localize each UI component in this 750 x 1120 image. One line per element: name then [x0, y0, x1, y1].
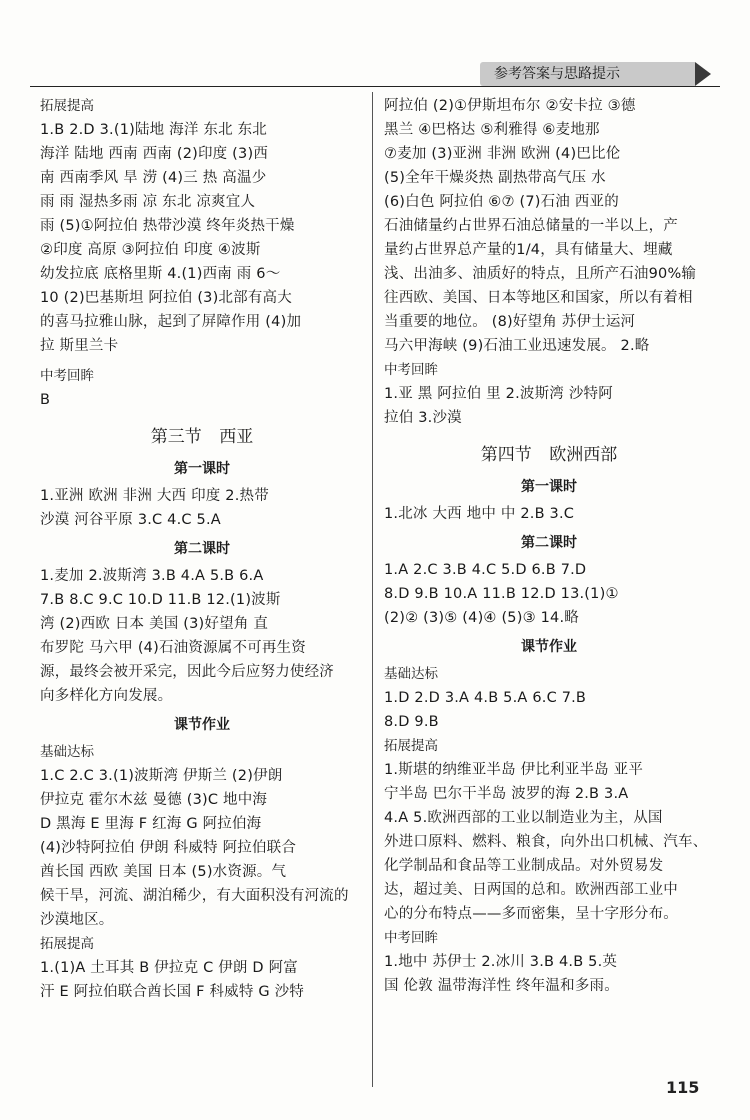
section-title: 第三节 西亚: [150, 427, 254, 447]
answer-line: 向多样化方向发展。: [40, 688, 173, 704]
subheading: 基础达标: [40, 744, 94, 760]
answer-line: 候干旱，河流、湖泊稀少，有大面积没有河流的: [40, 888, 349, 904]
header-banner: [480, 62, 695, 86]
answer-line: (2)② (3)⑤ (4)④ (5)③ 14.略: [384, 610, 579, 626]
answer-line: (4)沙特阿拉伯 伊朗 科威特 阿拉伯联合: [40, 840, 297, 856]
subheading: 拓展提高: [384, 738, 438, 754]
right-column: [384, 94, 714, 998]
answer-line: 1.麦加 2.波斯湾 3.B 4.A 5.B 6.A: [40, 568, 264, 584]
header-rule: [30, 86, 720, 87]
answer-line: 1.D 2.D 3.A 4.B 5.A 6.C 7.B: [384, 690, 587, 706]
answer-line: 国 伦敦 温带海洋性 终年温和多雨。: [384, 978, 619, 994]
answer-line: 达，超过美、日两国的总和。欧洲西部工业中: [384, 882, 678, 898]
subheading: 拓展提高: [40, 98, 94, 114]
subheading: 中考回眸: [384, 930, 438, 946]
answer-line: 沙漠 河谷平原 3.C 4.C 5.A: [40, 512, 221, 528]
lesson-heading: 课节作业: [174, 717, 230, 733]
answer-line: 1.A 2.C 3.B 4.C 5.D 6.B 7.D: [384, 562, 587, 578]
answer-line: 1.地中 苏伊士 2.冰川 3.B 4.B 5.英: [384, 954, 618, 970]
lesson-heading: 第一课时: [174, 461, 230, 477]
subheading: 基础达标: [384, 666, 438, 682]
answer-line: 拉 斯里兰卡: [40, 338, 119, 354]
answer-line: 1.C 2.C 3.(1)波斯湾 伊斯兰 (2)伊朗: [40, 768, 283, 784]
answer-line: 心的分布特点——多而密集，呈十字形分布。: [384, 906, 678, 922]
answer-line: 阿拉伯 (2)①伊斯坦布尔 ②安卡拉 ③德: [384, 98, 636, 114]
subheading: 中考回眸: [40, 368, 94, 384]
answer-line: 汗 E 阿拉伯联合酋长国 F 科威特 G 沙特: [40, 984, 304, 1000]
answer-line: ⑦麦加 (3)亚洲 非洲 欧洲 (4)巴比伦: [384, 146, 621, 162]
answer-line: (6)白色 阿拉伯 ⑥⑦ (7)石油 西亚的: [384, 194, 619, 210]
header-title: 参考答案与思路提示: [494, 66, 620, 82]
lesson-heading: 课节作业: [521, 639, 577, 655]
answer-line: 1.斯堪的纳维亚半岛 伊比利亚半岛 亚平: [384, 762, 644, 778]
answer-line: 石油储量约占世界石油总储量的一半以上，产: [384, 218, 678, 234]
answer-line: 布罗陀 马六甲 (4)石油资源属不可再生资: [40, 640, 306, 656]
answer-line: 南 西南季风 旱 涝 (4)三 热 高温少: [40, 170, 267, 186]
answer-line: 的喜马拉雅山脉，起到了屏障作用 (4)加: [40, 314, 302, 330]
answer-line: 1.亚洲 欧洲 非洲 大西 印度 2.热带: [40, 488, 269, 504]
answer-line: 4.A 5.欧洲西部的工业以制造业为主，从国: [384, 810, 663, 826]
answer-line: 外进口原料、燃料、粮食，向外出口机械、汽车、: [384, 834, 708, 850]
column-divider: [372, 92, 373, 1087]
lesson-heading: 第二课时: [521, 535, 577, 551]
header-arrow-icon: [695, 62, 711, 86]
answer-line: 沙漠地区。: [40, 912, 114, 928]
answer-line: ②印度 高原 ③阿拉伯 印度 ④波斯: [40, 242, 261, 258]
answer-line: 海洋 陆地 西南 西南 (2)印度 (3)西: [40, 146, 269, 162]
answer-line: D 黑海 E 里海 F 红海 G 阿拉伯海: [40, 816, 262, 832]
lesson-heading: 第一课时: [521, 479, 577, 495]
answer-line: 8.D 9.B: [384, 714, 439, 730]
answer-line: 10 (2)巴基斯坦 阿拉伯 (3)北部有高大: [40, 290, 292, 306]
answer-line: 拉伯 3.沙漠: [384, 410, 462, 426]
answer-line: 马六甲海峡 (9)石油工业迅速发展。 2.略: [384, 338, 650, 354]
answer-line: 1.北冰 大西 地中 中 2.B 3.C: [384, 506, 575, 522]
answer-line: 化学制品和食品等工业制成品。对外贸易发: [384, 858, 664, 874]
answer-line: 量约占世界总产量的1/4，具有储量大、埋藏: [384, 242, 673, 258]
answer-line: 浅、出油多、油质好的特点，且所产石油90%输: [384, 266, 697, 282]
subheading: 中考回眸: [384, 362, 438, 378]
answer-line: 1.B 2.D 3.(1)陆地 海洋 东北 东北: [40, 122, 268, 138]
answer-line: 湾 (2)西欧 日本 美国 (3)好望角 直: [40, 616, 269, 632]
answer-line: 往西欧、美国、日本等地区和国家，所以有着相: [384, 290, 693, 306]
answer-line: 幼发拉底 底格里斯 4.(1)西南 雨 6～: [40, 266, 281, 282]
answer-line: 1.(1)A 土耳其 B 伊拉克 C 伊朗 D 阿富: [40, 960, 298, 976]
lesson-heading: 第二课时: [174, 541, 230, 557]
section-title: 第四节 欧洲西部: [480, 445, 618, 465]
answer-line: 雨 (5)①阿拉伯 热带沙漠 终年炎热干燥: [40, 218, 295, 234]
answer-line: 源，最终会被开采完，因此今后应努力使经济: [40, 664, 334, 680]
page-number: 115: [666, 1078, 700, 1097]
answer-line: 当重要的地位。 (8)好望角 苏伊士运河: [384, 314, 636, 330]
answer-line: 8.D 9.B 10.A 11.B 12.D 13.(1)①: [384, 586, 619, 602]
answer-line: 伊拉克 霍尔木兹 曼德 (3)C 地中海: [40, 792, 268, 808]
answer-line: 黑兰 ④巴格达 ⑤利雅得 ⑥麦地那: [384, 122, 600, 138]
answer-line: 宁半岛 巴尔干半岛 波罗的海 2.B 3.A: [384, 786, 629, 802]
answer-line: (5)全年干燥炎热 副热带高气压 水: [384, 170, 606, 186]
answer-line: B: [40, 392, 51, 408]
subheading: 拓展提高: [40, 936, 94, 952]
answer-line: 酋长国 西欧 美国 日本 (5)水资源。气: [40, 864, 287, 880]
answer-line: 雨 雨 湿热多雨 凉 东北 凉爽宜人: [40, 194, 256, 210]
answer-line: 7.B 8.C 9.C 10.D 11.B 12.(1)波斯: [40, 592, 281, 608]
answer-line: 1.亚 黑 阿拉伯 里 2.波斯湾 沙特阿: [384, 386, 613, 402]
left-column: [40, 94, 364, 1004]
